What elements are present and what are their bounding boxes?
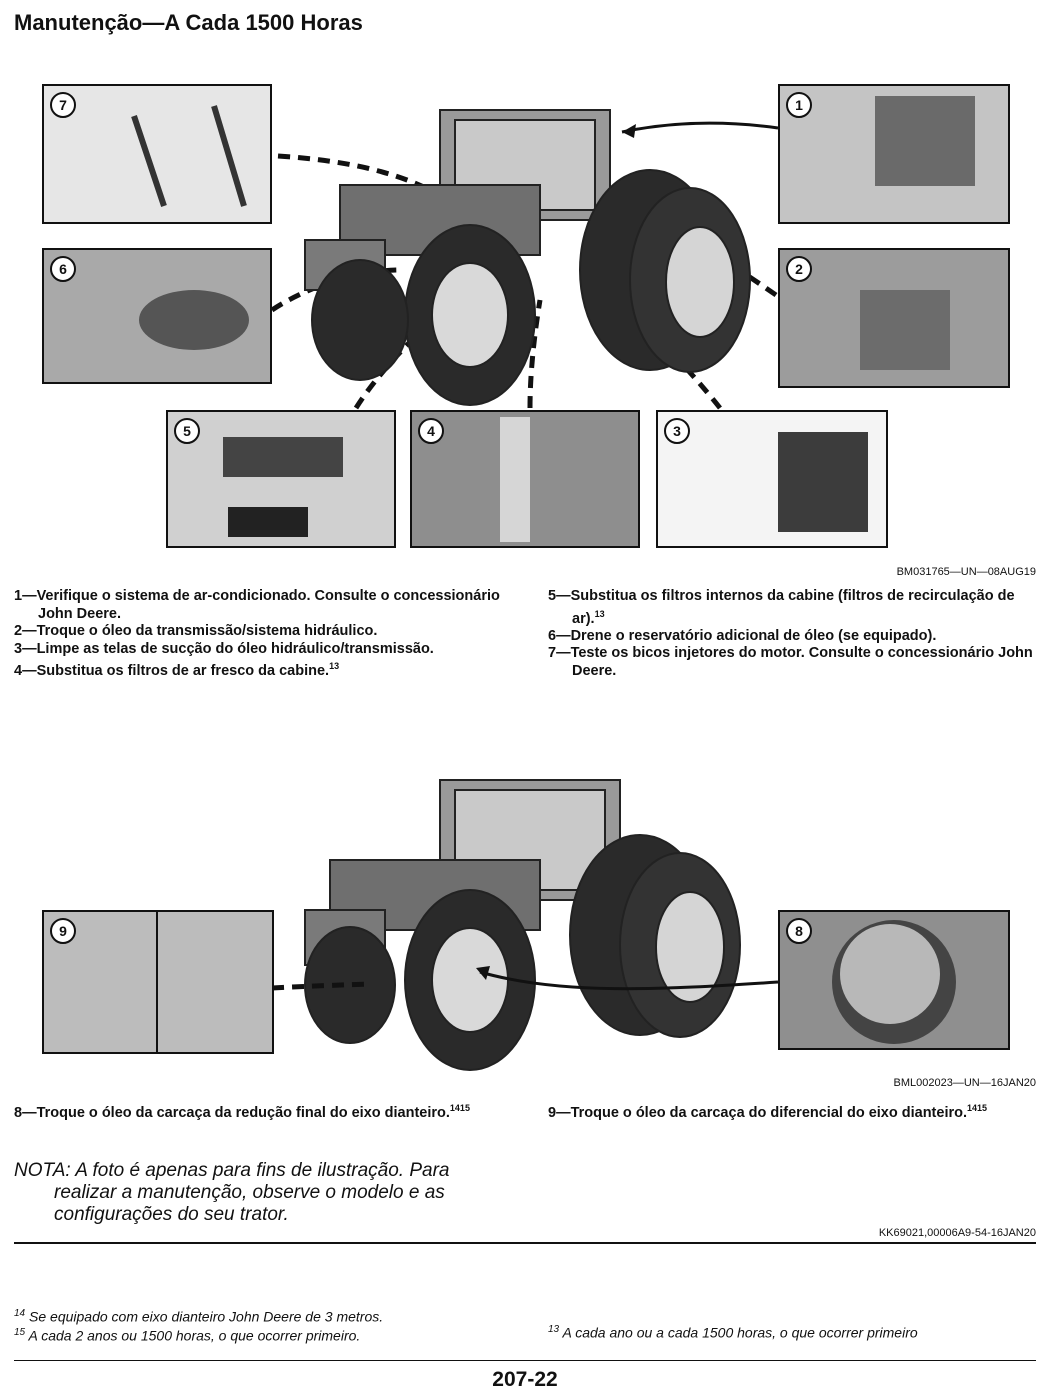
inset-4-fresh-air-filter [410, 410, 640, 548]
inset-9-differential [42, 910, 274, 1054]
inset-5-cab-filters [166, 410, 396, 548]
callout-8: 8 [786, 918, 812, 944]
inset-7-injectors [42, 84, 272, 224]
footnote-14: $^{14}$ Se equipado com eixo dianteiro John Deere de 3 metros. [14, 1308, 384, 1325]
figure-2 [0, 760, 1050, 1080]
page-title: Manutenção—A Cada 1500 Horas [14, 10, 363, 35]
footnotes-right [548, 1322, 1038, 1341]
divider [14, 1242, 1036, 1244]
inset-8-final-drive [778, 910, 1010, 1050]
callout-3: 3 [664, 418, 690, 444]
inset-6-reservoir [42, 248, 272, 384]
legend-item: 5—Substitua os filtros internos da cabine (filtros de recirculação de ar).$^{13}$ [548, 588, 1015, 627]
callout-6: 6 [50, 256, 76, 282]
footnote-13: $^{13}$ A cada ano ou a cada 1500 horas, o que ocorrer primeiro [548, 1324, 918, 1341]
callout-9: 9 [50, 918, 76, 944]
legend-item: 8—Troque o óleo da carcaça da redução final do eixo dianteiro.$^{1415}$ [14, 1103, 470, 1121]
callout-1: 1 [786, 92, 812, 118]
legend-1-left [14, 588, 514, 680]
legend-item: 7—Teste os bicos injetores do motor. Consulte o concessionário John Deere. [548, 645, 1033, 679]
footnotes-left [14, 1306, 534, 1343]
callout-4: 4 [418, 418, 444, 444]
legend-2-left [14, 1100, 494, 1122]
legend-2-right [548, 1100, 1040, 1122]
page-number: 207-22 [492, 1368, 558, 1391]
callout-2: 2 [786, 256, 812, 282]
figure-2-reference: BML002023—UN—16JAN20 [893, 1077, 1036, 1089]
callout-7: 7 [50, 92, 76, 118]
callout-5: 5 [174, 418, 200, 444]
figure-1-reference: BM031765—UN—08AUG19 [896, 566, 1036, 578]
document-reference: KK69021,00006A9-54-16JAN20 [878, 1227, 1036, 1239]
legend-item: 3—Limpe as telas de sucção do óleo hidráulico/transmissão. [14, 640, 434, 657]
legend-item: 1—Verifique o sistema de ar-condicionado. Consulte o concessionário John Deere. [14, 588, 500, 622]
inset-2-hydraulic [778, 248, 1010, 388]
footnote-15: $^{15}$ A cada 2 anos ou 1500 horas, o que ocorrer primeiro. [14, 1326, 361, 1344]
inset-3-suction-screen [656, 410, 888, 548]
legend-item: 2—Troque o óleo da transmissão/sistema hidráulico. [14, 623, 378, 639]
legend-item: 6—Drene o reservatório adicional de óleo (se equipado). [548, 627, 937, 644]
note: NOTA: A foto é apenas para fins de ilustração. Para realizar a manutenção, observe o modelo e as configurações do seu trator. [14, 1160, 450, 1225]
figure-1 [0, 70, 1050, 570]
footer-divider [14, 1360, 1036, 1361]
legend-1-right [548, 588, 1038, 680]
legend-item: 4—Substitua os filtros de ar fresco da cabine.$^{13}$ [14, 661, 340, 679]
inset-1-cab [778, 84, 1010, 224]
legend-item: 9—Troque o óleo da carcaça do diferencial do eixo dianteiro.$^{1415}$ [548, 1103, 988, 1121]
